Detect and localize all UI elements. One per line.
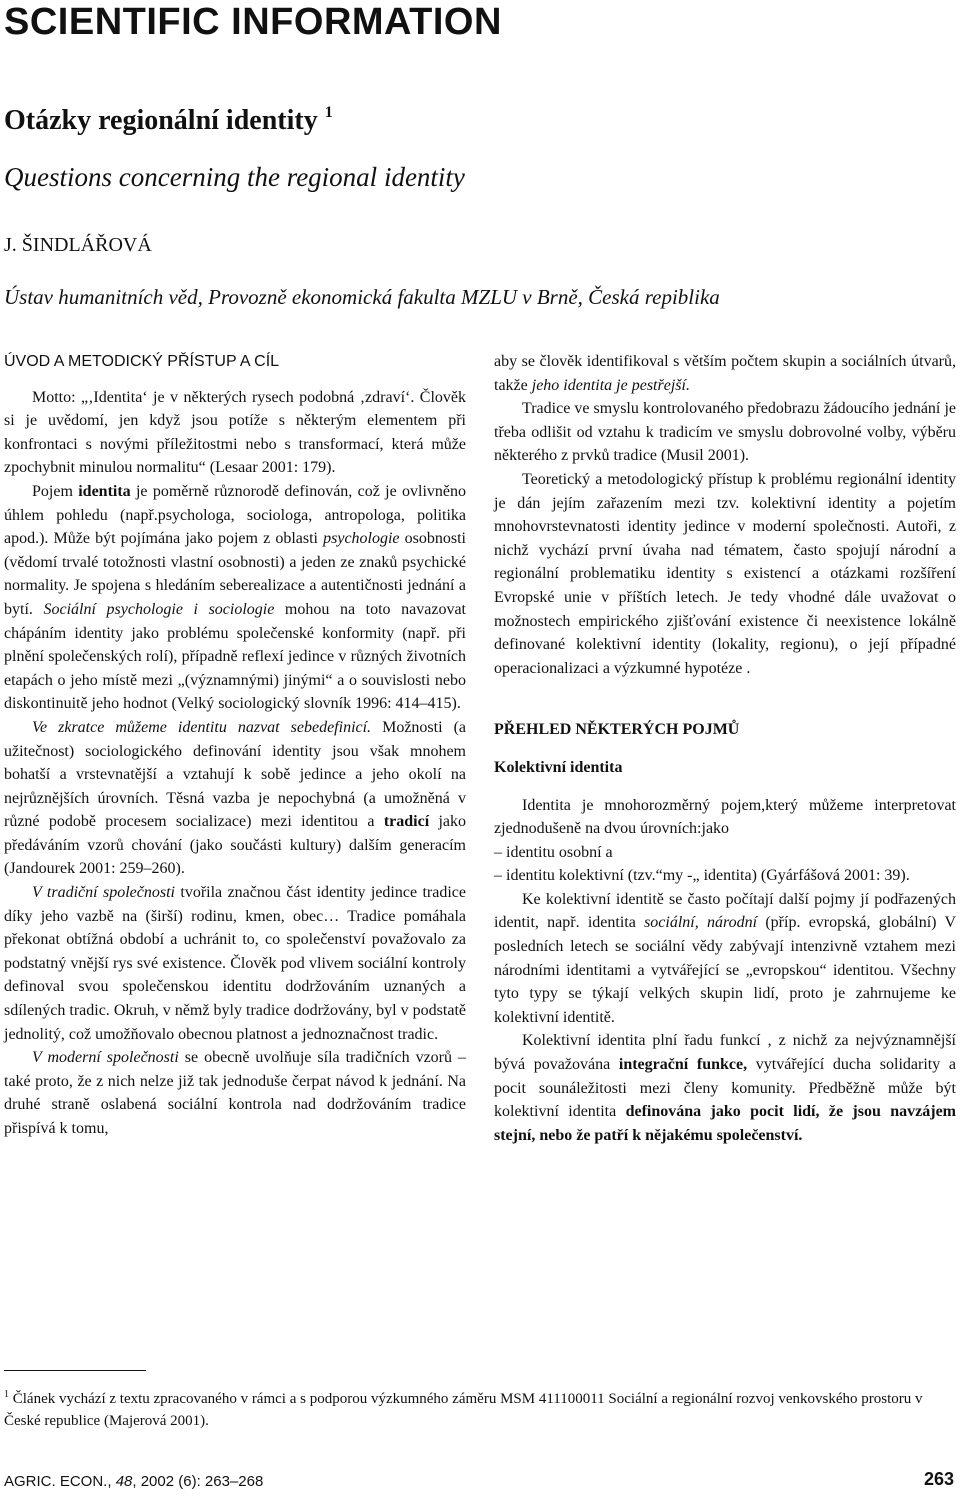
- article-title-english: Questions concerning the regional identity: [4, 162, 465, 192]
- text-run: Možnosti (a užitečnost) sociologického definování identity jsou však mnohem bohatší a vrstevnatější a vztahují k sobě jedince a jeho okolí na nejrůznějších úrovních. Těsná vazba je nepochybná (a umožněná v různé podobě procesem socializace) mezi identitou a: [4, 718, 466, 831]
- text-run: aby se člověk identifikoval s větším počtem skupin a sociálních útvarů, takže: [494, 353, 956, 394]
- affiliation: Ústav humanitních věd, Provozně ekonomická fakulta MZLU v Brně, Česká repiblika: [4, 285, 720, 309]
- left-column: [4, 350, 466, 1141]
- paragraph: [4, 1046, 466, 1140]
- subsection-heading-collective-identity: Kolektivní identita: [494, 758, 623, 776]
- italic-term: V moderní společnosti: [32, 1049, 179, 1067]
- text-run: jako předáváním vzorů chování (jako součásti kultury) dalším generacím (Jandourek 2001: 259–260).: [4, 813, 467, 878]
- text-run: AGRIC. ECON.,: [4, 1473, 116, 1490]
- paragraph: [4, 480, 466, 716]
- footnote-divider: [4, 1370, 146, 1371]
- text-run: je poměrně různorodě definován, což je ovlivněno úhlem pohledu (např.psychologa, sociologa, antropologa, politika apod.). Může být pojímána jako pojem z oblasti: [4, 482, 467, 548]
- paragraph: Tradice ve smyslu kontrolovaného předobrazu žádoucího jednání je třeba odlišit od vztahu k tradicím ve smyslu dobrovolné volby, výběru některého z prvků tradice (Musil 2001).: [494, 400, 956, 465]
- text-run: tvořila značnou část identity jedince tradice díky jeho vazbě na (širší) rodinu, kmen, obec… Tradice pomáhala překonat obtížná období a uchránit to, co společenství považovalo za podstatný vnější rys své existence. Člověk pod vlivem sociální kontroly definoval svou společenskou identitu dodržováním uznaných a sdílených tradic. Okruh, v němž byly tradice dodržovány, byl v podstatě jednolitý, což umožňovalo obecnou platnost a jednoznačnost tradic.: [4, 884, 466, 1043]
- paragraph: [494, 1029, 956, 1147]
- text-run: Pojem: [32, 482, 79, 500]
- list-item: – identitu kolektivní (tzv.“my -„ identita) (Gyárfášová 2001: 39).: [494, 867, 910, 885]
- italic-term: psychologie: [323, 530, 400, 548]
- text-run: , 2002 (6): 263–268: [132, 1473, 264, 1490]
- italic-term: jeho identita je pestřejší.: [531, 376, 690, 394]
- spacer: [494, 780, 956, 794]
- section-heading-concepts: PŘEHLED NĚKTERÝCH POJMŮ: [494, 721, 740, 739]
- journal-reference: [4, 1473, 263, 1490]
- bold-term: integrační funkce,: [618, 1056, 748, 1074]
- bold-term: tradicí: [383, 813, 430, 831]
- list-item: – identitu osobní a: [494, 843, 613, 861]
- italic-term: Sociální psychologie i sociologie: [43, 600, 275, 618]
- article-title-text: Otázky regionální identity: [4, 105, 318, 136]
- bold-term: identita: [78, 482, 131, 500]
- spacer: [494, 742, 956, 756]
- paragraph: Teoretický a metodologický přístup k problému regionální identity je dán jejím zařazením mezi tzv. kolektivní identity a pojetím mnohovrstevnatosti identity jedince v moderní společnosti. Autoři, z nichž vychází první úvaha nad tématem, často spojují národní a regionální problematiku identity s existencí a otázkami rozšíření Evropské unie v příštích letech. Je tedy vhodné dále uvažovat o možnostech empirického zjišťování existence či neexistence lokálně definované kolektivní identity (lokality, regionu), o její případné operacionalizaci a výzkumné hypotéze .: [494, 470, 956, 677]
- right-column: [494, 350, 956, 1147]
- page-number: 263: [923, 1469, 954, 1489]
- footnote-mark: 1: [4, 1389, 9, 1400]
- spacer: [494, 680, 956, 704]
- section-heading-intro: ÚVOD A METODICKÝ PŘÍSTUP A CÍL: [4, 353, 280, 370]
- paragraph: [494, 350, 956, 397]
- section-label: SCIENTIFIC INFORMATION: [4, 1, 502, 43]
- text-run: Kolektivní identita plní řadu funkcí , z nichž za nejvýznamnější bývá považována: [494, 1032, 956, 1074]
- text-run: se obecně uvolňuje síla tradičních vzorů – také proto, že z nich nelze již tak jednoduše čerpat návod k jednání. Na druhé straně oslabená sociální kontrola nad dodržováním tradice přispívá k tomu,: [4, 1049, 466, 1137]
- footnote-text: Článek vychází z textu zpracovaného v rámci a s podporou výzkumného záměru MSM 411100011 Sociální a regionální rozvoj venkovského prostoru v České republice (Majerová 2001).: [4, 1391, 923, 1429]
- italic-term: V tradiční společnosti: [32, 884, 175, 902]
- author: J. ŠINDLÁŘOVÁ: [4, 234, 152, 256]
- paragraph: [4, 881, 466, 1046]
- italic-term: sociální, národní: [644, 914, 758, 932]
- paragraph: [4, 716, 466, 881]
- journal-volume: 48: [115, 1473, 133, 1490]
- article-title: [4, 96, 333, 138]
- text-run: osobnosti (vědomí trvalé totožnosti vlastní osobnosti) a jeden ze znaků psychické normality. Je spojena s hledáním seberealizace a autentičnosti jednání a bytí.: [4, 530, 466, 618]
- text-run: mohou na toto navazovat chápáním identity jako problému společenské konformity (např. při plnění společenských rolí), případně reflexí jedince v různých životních etapách o jeho místě mezi „(významnými) jinými“ a o souvislosti nebo diskontinuitě jeho hodnot (Velký sociologický slovník 1996: 414–415).: [4, 600, 466, 713]
- text-run: (příp. evropská, globální) V posledních letech se sociální vědy zabývají intenzivně vztahem mezi národními identitami a vytvářející se „evropskou“ identitou. Všechny tyto typy se týkají velkých skupin lidí, proto je zahrnujeme ke kolektivní identitě.: [494, 914, 956, 1026]
- text-run: vytvářející ducha solidarity a pocit sounáležitosti mezi členy komunity. Předběžně může být kolektivní identita: [494, 1056, 956, 1121]
- spacer: [494, 704, 956, 718]
- paragraph: Identita je mnohorozměrný pojem,který můžeme interpretovat zjednodušeně na dvou úrovních:jako: [494, 796, 956, 838]
- motto-paragraph: Motto: „‚Identita‘ je v některých rysech podobná ‚zdraví‘. Člověk si je uvědomí, jen když jsou potíže s některým elementem při konfrontaci s novými příležitostmi nebo s transformací, která může zpochybnit minulou normalitu“ (Lesaar 2001: 179).: [4, 388, 466, 477]
- text-run: Ke kolektivní identitě se často počítají další pojmy jí podřazených identit, např. identita: [494, 890, 956, 932]
- title-footnote-mark: 1: [324, 104, 333, 121]
- bold-term: definována jako pocit lidí, že jsou navzájem stejní, nebo že patří k nějakému společenství.: [494, 1103, 956, 1144]
- italic-term: Ve zkratce můžeme identitu nazvat sebedefinicí.: [32, 718, 372, 736]
- footnote: [4, 1384, 954, 1432]
- paragraph: [494, 888, 956, 1030]
